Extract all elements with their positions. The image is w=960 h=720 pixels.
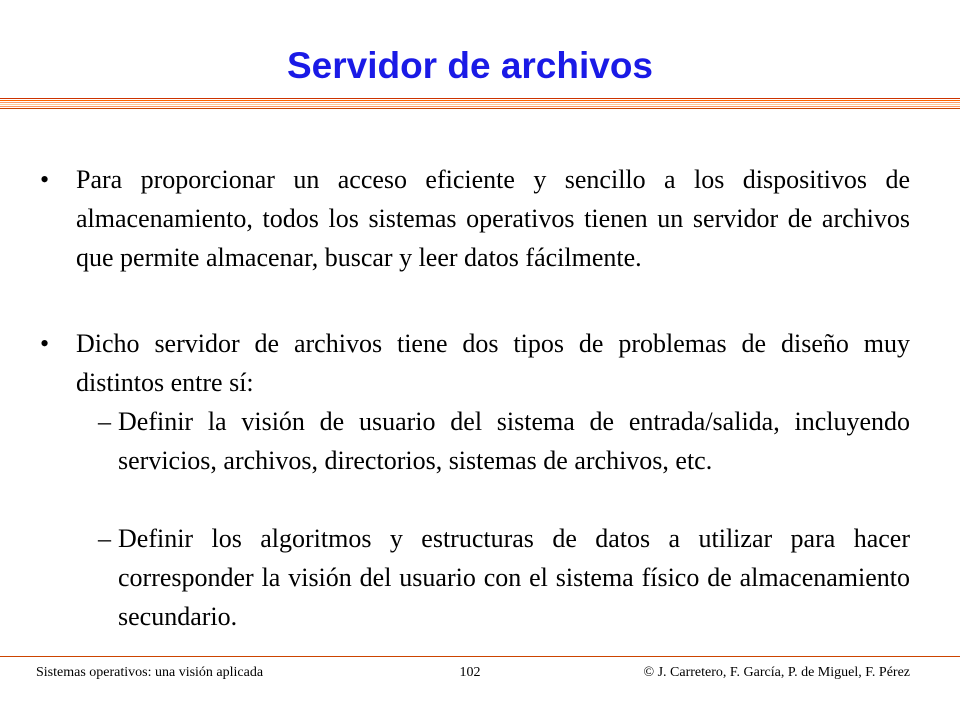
footer-page-number: 102: [459, 665, 481, 680]
footer-course-title: Sistemas operativos: una visión aplicada: [36, 665, 264, 680]
bullet-item: [40, 160, 910, 277]
dash-mark: –: [98, 407, 111, 436]
footer-copyright: © J. Carretero, F. García, P. de Miguel, F. Pérez: [643, 665, 910, 680]
sub-bullet-text: Definir la visión de usuario del sistema de entrada/salida, incluyendo servicios, archivos, directorios, sistemas de archivos, etc.: [118, 407, 910, 475]
bullet-mark: •: [40, 165, 50, 194]
sub-bullet-text: Definir los algoritmos y estructuras de datos a utilizar para hacer corresponder la visión del usuario con el sistema físico de almacenamiento secundario.: [118, 524, 910, 631]
bullet-text: Para proporcionar un acceso eficiente y sencillo a los dispositivos de almacenamiento, todos los sistemas operativos tienen un servidor de archivos que permite almacenar, buscar y leer datos fácilmente.: [76, 165, 910, 272]
sub-bullet-item: [98, 402, 910, 480]
bullet-mark: •: [40, 329, 50, 358]
sub-bullet-item: [98, 519, 910, 636]
bullet-text: Dicho servidor de archivos tiene dos tipos de problemas de diseño muy distintos entre sí:: [76, 329, 910, 397]
title-underline: [0, 98, 960, 110]
bullet-item: [40, 324, 910, 402]
slide-title: Servidor de archivos: [286, 45, 654, 86]
dash-mark: –: [98, 524, 111, 553]
footer-divider: [0, 656, 960, 657]
